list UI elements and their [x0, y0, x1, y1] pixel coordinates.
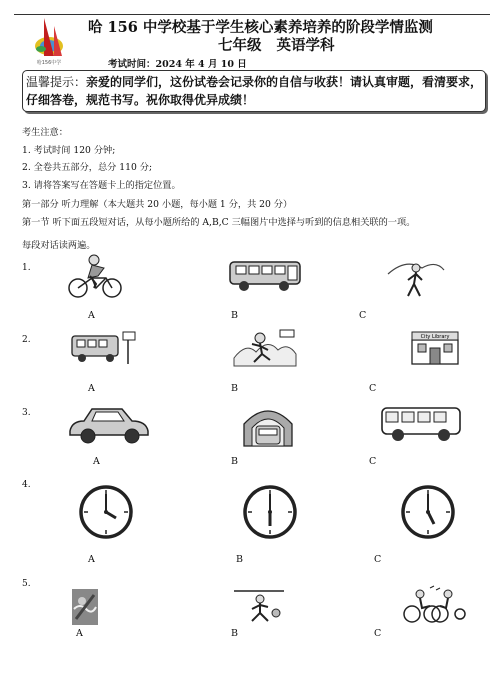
option-label-b: B: [236, 554, 243, 565]
option-label-b: B: [231, 310, 238, 321]
notes-heading: 考生注意：: [22, 127, 68, 138]
school-logo: [30, 16, 80, 66]
city-library-image: [410, 330, 460, 366]
option-label-c: C: [369, 456, 377, 467]
tip-text: [26, 73, 484, 109]
swimming-image: [72, 589, 98, 625]
bus-image: [228, 258, 302, 294]
subway-train-image: [240, 402, 296, 448]
repeat-note: 每段对话读两遍。: [22, 240, 96, 251]
option-label-a: A: [88, 554, 95, 565]
exam-subject: 七年级 英语学科: [218, 37, 335, 54]
walking-man-image: [386, 254, 446, 300]
option-label-b: B: [231, 628, 238, 639]
option-label-c: C: [374, 628, 382, 639]
note-item: 1. 考试时间 120 分钟;: [22, 145, 116, 156]
bus-image: [380, 404, 462, 444]
logo-caption: 哈156中学: [36, 60, 62, 66]
question-number: 3.: [22, 408, 31, 418]
option-label-c: C: [374, 554, 382, 565]
running-boy-image: [232, 328, 298, 368]
exam-title: 哈 156 中学校基于学生核心素养培养的阶段学情监测: [88, 19, 433, 36]
city-library-sign: City Library: [420, 334, 450, 340]
tip-prefix: 温馨提示：: [26, 75, 87, 89]
option-label-b: B: [231, 456, 238, 467]
option-label-b: B: [231, 383, 238, 394]
note-item: 2. 全卷共五部分，总分 110 分;: [22, 162, 153, 173]
exam-time: 考试时间：2024 年 4 月 10 日: [108, 59, 247, 70]
question-number: 4.: [22, 480, 31, 490]
option-label-a: A: [93, 456, 100, 467]
note-item: 3. 请将答案写在答题卡上的指定位置。: [22, 180, 181, 191]
question-number: 1.: [22, 263, 31, 273]
clock-6-image: [242, 484, 298, 540]
clock-5-image: [400, 484, 456, 540]
option-label-a: A: [76, 628, 83, 639]
part1-title: 第一部分 听力理解（本大题共 20 小题，每小题 1 分，共 20 分）: [22, 199, 293, 210]
option-label-c: C: [359, 310, 367, 321]
tip-body: 亲爱的同学们，这份试卷会记录你的自信与收获！请认真审题，看清要求，仔细答卷，规范书写。祝你取得优异成绩！: [26, 75, 483, 107]
bus-stop-image: [70, 330, 140, 366]
option-label-a: A: [88, 310, 95, 321]
option-label-a: A: [88, 383, 95, 394]
question-number: 2.: [22, 335, 31, 345]
option-label-c: C: [369, 383, 377, 394]
cycling-image: [402, 584, 466, 624]
cyclist-image: [66, 254, 126, 300]
running-image: [232, 587, 286, 625]
clock-4-image: [78, 484, 134, 540]
car-image: [66, 403, 152, 447]
question-number: 5.: [22, 579, 31, 589]
section1-instructions: 第一节 听下面五段短对话，从每小题所给的 A,B,C 三幅图片中选择与听到的信息相关联的一项。: [22, 217, 416, 228]
header-rule: [14, 14, 490, 15]
